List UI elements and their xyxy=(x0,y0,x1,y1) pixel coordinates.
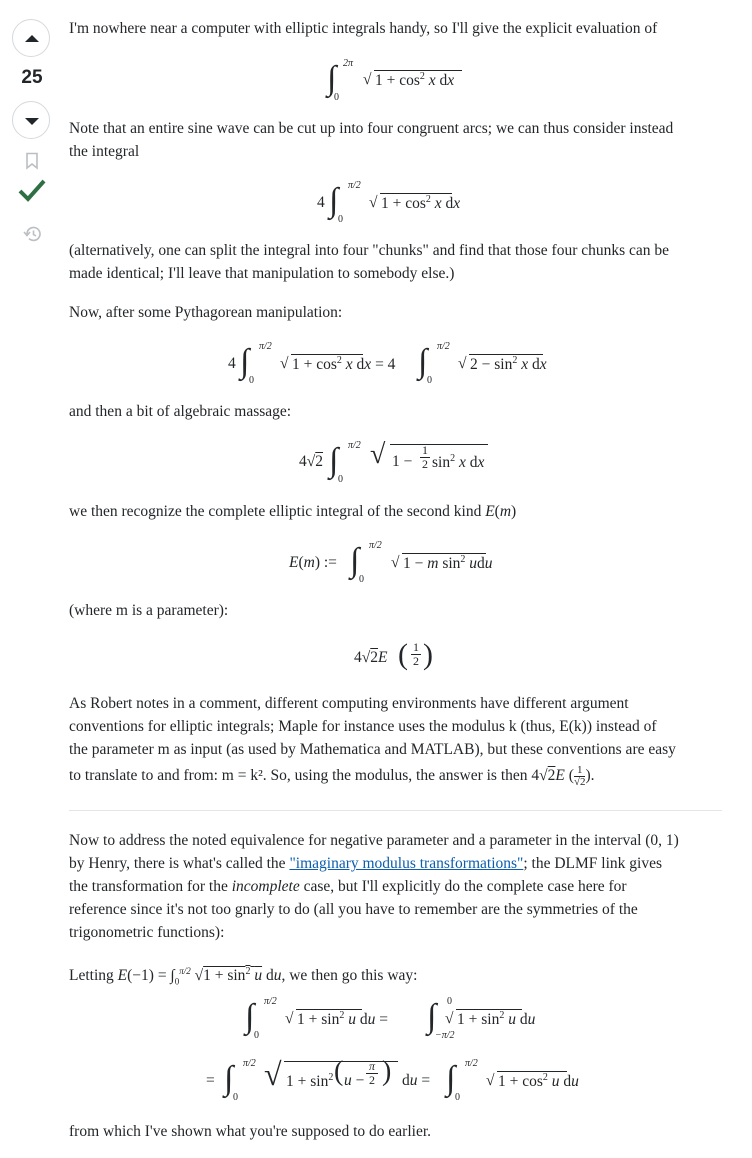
paragraph: Note that an entire sine wave can be cut up into four congruent arcs; we can thus consider instead xyxy=(69,120,674,137)
paragraph: As Robert notes in a comment, different computing environments have different argument xyxy=(69,695,629,712)
arrow-up-icon xyxy=(23,30,41,48)
dlmf-link[interactable]: "imaginary modulus transformations" xyxy=(289,855,524,872)
downvote-button[interactable] xyxy=(12,101,50,139)
equation: 4√2 ∫ π/2 0 √ 1 − 1 2 $\sin^2 x$ dx xyxy=(299,438,519,488)
equation: = ∫ π/2 0 √ $1 + \sin^2$ ( u − π 2 ) du = ∫ π/2 0 √ $1 + \cos^2 u$ du xyxy=(206,1056,579,1103)
paragraph: we then recognize the complete elliptic integral of the second kind E(m) xyxy=(69,503,517,520)
vote-count: 25 xyxy=(21,67,43,88)
paragraph: the integral xyxy=(69,143,140,160)
paragraph: by Henry, there is what's called the "imaginary modulus transformations"; the DLMF link gives xyxy=(69,855,663,872)
paragraph: to translate to and from: m = k². So, using the modulus, the answer is then 4√2E ( 1 √2 ). xyxy=(69,763,595,788)
paragraph: I'm nowhere near a computer with elliptic integrals handy, so I'll give the explicit evaluation of xyxy=(69,20,658,37)
paragraph: Now to address the noted equivalence for negative parameter and a parameter in the interval (0, 1) xyxy=(69,832,679,849)
equation: 4√2E ( 1 2 ) xyxy=(354,638,433,671)
paragraph: (where m is a parameter): xyxy=(69,602,229,619)
accepted-check-icon xyxy=(18,178,46,202)
paragraph: from which I've shown what you're supposed to do earlier. xyxy=(69,1123,432,1140)
equation: E(m) := ∫ π/2 0 √ 1 − m $\sin^2$ udu xyxy=(289,540,493,585)
paragraph: and then a bit of algebraic massage: xyxy=(69,403,292,420)
paragraph: Now, after some Pythagorean manipulation: xyxy=(69,304,343,321)
paragraph: Letting $E(-1) = \int_0^{\pi/2}$ $√1 + \sin^2 u$ du, we then go this way: xyxy=(69,966,418,987)
section-divider xyxy=(69,810,722,811)
paragraph: the transformation for the incomplete case, but I'll explicitly do the complete case here for xyxy=(69,878,627,895)
paragraph: (alternatively, one can split the integral into four "chunks" and find that those four chunks can be xyxy=(69,242,670,259)
upvote-button[interactable] xyxy=(12,19,50,57)
paragraph: reference since it's not too gnarly to do (all you have to remember are the symmetries of the xyxy=(69,901,638,918)
equation: ∫ 2π 0 √ $1 + \cos^2 x$ dx xyxy=(327,58,527,104)
paragraph: made identical; I'll leave that manipulation to somebody else.) xyxy=(69,265,455,282)
equation: 4 ∫ π/2 0 √ $1 + \cos^2 x$ dx xyxy=(317,180,461,225)
paragraph: the parameter m as input (as used by Mathematica and MATLAB), but these conventions are easy xyxy=(69,741,676,758)
equation: ∫ π/2 0 √ $1 + \sin^2 u$ du = ∫ 0 −π/2 √ $1 + \sin^2 u$ du xyxy=(245,996,536,1041)
equation: 4 ∫ π/2 0 √ $1 + \cos^2 x$ dx = 4 ∫ π/2 0 √ $2 - \sin^2 x$ dx xyxy=(228,341,547,386)
paragraph: conventions for elliptic integrals; Maple for instance uses the modulus k (thus, E(k)) instead of xyxy=(69,718,657,735)
arrow-down-icon xyxy=(23,112,41,130)
paragraph: trigonometric functions): xyxy=(69,924,225,941)
history-icon[interactable] xyxy=(23,225,42,243)
bookmark-icon[interactable] xyxy=(24,152,40,170)
